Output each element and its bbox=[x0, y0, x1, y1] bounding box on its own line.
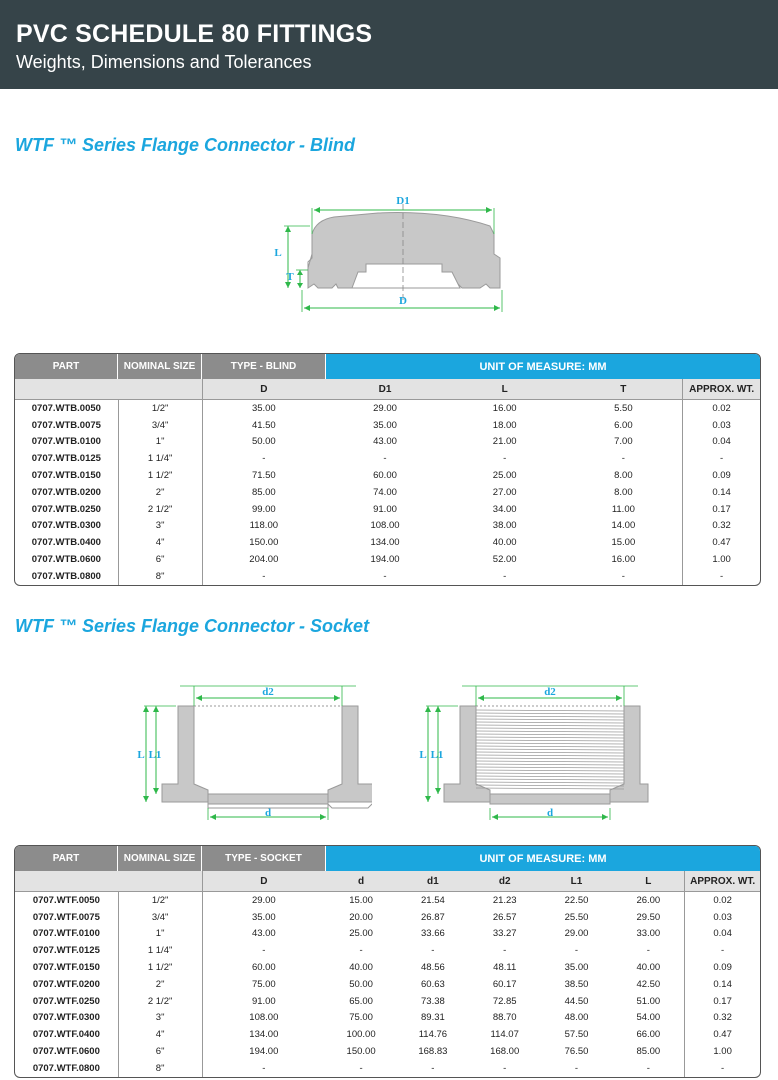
table-cell: - bbox=[503, 570, 507, 582]
table-row bbox=[15, 1043, 760, 1060]
dim-label-d: d bbox=[546, 807, 554, 819]
table-cell: 75.00 bbox=[202, 976, 326, 993]
table-cell: 40.00 bbox=[349, 962, 373, 974]
table-cell: 34.00 bbox=[492, 503, 517, 515]
table-cell: 0.09 bbox=[682, 467, 760, 484]
subheader-spacer bbox=[15, 871, 202, 891]
table-cell: 0.14 bbox=[682, 484, 760, 501]
part-number: 0707.WTF.0250 bbox=[32, 995, 100, 1007]
table-cell: 0.03 bbox=[682, 417, 760, 434]
page-subtitle: Weights, Dimensions and Tolerances bbox=[16, 52, 312, 72]
table-cell: 99.00 bbox=[202, 501, 326, 518]
table-cell: - bbox=[202, 450, 326, 467]
part-number: 0707.WTB.0600 bbox=[31, 554, 101, 566]
table-cell: 48.56 bbox=[421, 962, 445, 974]
col-head-nominal: NOMINAL SIZE bbox=[118, 846, 202, 871]
part-number: 0707.WTF.0300 bbox=[32, 1012, 100, 1024]
blind-dimensions-table bbox=[14, 353, 761, 586]
table-cell: 2 1/2" bbox=[118, 993, 202, 1010]
part-number: 0707.WTF.0150 bbox=[32, 962, 100, 974]
table-cell: - bbox=[574, 945, 579, 957]
table-cell: 8" bbox=[118, 1060, 202, 1077]
table-cell: - bbox=[202, 942, 326, 959]
table-cell: 60.17 bbox=[492, 978, 517, 990]
table-cell: 100.00 bbox=[346, 1029, 376, 1041]
col-head-unit: UNIT OF MEASURE: MM bbox=[326, 354, 760, 379]
table-cell: 15.00 bbox=[611, 537, 636, 549]
table-cell: - bbox=[359, 1062, 363, 1074]
table-cell: 71.50 bbox=[202, 467, 326, 484]
table-cell: 20.00 bbox=[349, 911, 373, 923]
table-cell: 48.11 bbox=[493, 962, 517, 974]
dim-label-l: L bbox=[274, 247, 282, 259]
table-cell: 1.00 bbox=[684, 1043, 760, 1060]
table-row bbox=[15, 1060, 760, 1077]
table-row bbox=[15, 959, 760, 976]
dim-label-l: L bbox=[419, 749, 427, 761]
table-row bbox=[15, 942, 760, 959]
dim-label-d: d bbox=[264, 807, 272, 819]
dim-label-d2: d2 bbox=[262, 686, 274, 698]
table-cell: 35.00 bbox=[373, 419, 397, 431]
table-cell: 33.27 bbox=[492, 928, 517, 940]
table-cell: 118.00 bbox=[202, 518, 326, 535]
table-cell: 29.00 bbox=[373, 402, 397, 414]
table-cell: 72.85 bbox=[492, 995, 517, 1007]
table-cell: 85.00 bbox=[202, 484, 326, 501]
table-cell: 38.50 bbox=[564, 978, 589, 990]
table-cell: 16.00 bbox=[492, 402, 517, 414]
table-cell: 194.00 bbox=[202, 1043, 326, 1060]
table-cell: 1.00 bbox=[682, 551, 760, 568]
table-cell: 91.00 bbox=[373, 503, 397, 515]
table-cell: - bbox=[383, 570, 387, 582]
part-number: 0707.WTB.0075 bbox=[31, 419, 101, 431]
table-cell: 51.00 bbox=[636, 995, 661, 1007]
table-cell: 3/4" bbox=[118, 909, 202, 926]
table-cell: 6" bbox=[118, 551, 202, 568]
table-cell: 8.00 bbox=[614, 470, 633, 482]
table-cell: 50.00 bbox=[202, 434, 326, 451]
dim-label-d: D bbox=[399, 295, 407, 307]
table-cell: - bbox=[621, 570, 625, 582]
dim-label-t: T bbox=[286, 271, 294, 283]
part-number: 0707.WTB.0300 bbox=[31, 520, 101, 532]
table-cell: - bbox=[621, 453, 625, 465]
table-cell: 3/4" bbox=[118, 417, 202, 434]
table-row bbox=[15, 434, 760, 451]
col-subhead: d bbox=[358, 875, 365, 887]
table-row bbox=[15, 467, 760, 484]
table-body bbox=[15, 892, 760, 1077]
col-subhead: APPROX. WT. bbox=[684, 871, 760, 891]
table-cell: 6.00 bbox=[614, 419, 633, 431]
table-cell: 1 1/4" bbox=[118, 942, 202, 959]
table-cell: 65.00 bbox=[349, 995, 373, 1007]
table-cell: 21.23 bbox=[492, 894, 517, 906]
table-row bbox=[15, 400, 760, 417]
table-cell: - bbox=[574, 1062, 579, 1074]
table-cell: 21.54 bbox=[421, 894, 445, 906]
col-head-unit: UNIT OF MEASURE: MM bbox=[326, 846, 760, 871]
col-head-part: PART bbox=[15, 846, 118, 871]
table-cell: 0.14 bbox=[684, 976, 760, 993]
table-cell: 1 1/2" bbox=[118, 467, 202, 484]
table-cell: 60.00 bbox=[373, 470, 397, 482]
part-number: 0707.WTB.0400 bbox=[31, 537, 101, 549]
table-cell: 1 1/4" bbox=[118, 450, 202, 467]
table-cell: 134.00 bbox=[202, 1026, 326, 1043]
table-cell: 16.00 bbox=[611, 554, 636, 566]
table-row bbox=[15, 1010, 760, 1027]
table-cell: 0.17 bbox=[684, 993, 760, 1010]
table-cell: 0.32 bbox=[684, 1010, 760, 1027]
col-subhead: D bbox=[202, 379, 326, 399]
table-row bbox=[15, 450, 760, 467]
table-cell: - bbox=[202, 568, 326, 585]
table-cell: - bbox=[503, 945, 507, 957]
table-cell: 2" bbox=[118, 484, 202, 501]
table-cell: - bbox=[682, 450, 760, 467]
col-subhead: d1 bbox=[427, 875, 439, 887]
table-cell: 134.00 bbox=[370, 537, 400, 549]
table-cell: 40.00 bbox=[636, 962, 661, 974]
col-head-type: TYPE - BLIND bbox=[202, 354, 326, 379]
table-cell: - bbox=[646, 1062, 650, 1074]
dim-label-l: L bbox=[137, 749, 145, 761]
table-cell: 76.50 bbox=[564, 1046, 589, 1058]
col-subhead: T bbox=[620, 383, 627, 395]
table-cell: - bbox=[684, 942, 760, 959]
table-row bbox=[15, 1026, 760, 1043]
table-cell: 108.00 bbox=[370, 520, 400, 532]
table-cell: - bbox=[431, 945, 435, 957]
table-cell: 14.00 bbox=[611, 520, 636, 532]
table-cell: 4" bbox=[118, 534, 202, 551]
table-cell: 73.38 bbox=[421, 995, 445, 1007]
table-cell: 25.00 bbox=[349, 928, 373, 940]
part-number: 0707.WTB.0150 bbox=[31, 470, 101, 482]
table-cell: 1 1/2" bbox=[118, 959, 202, 976]
part-number: 0707.WTF.0100 bbox=[32, 928, 100, 940]
col-head-type: TYPE - SOCKET bbox=[202, 846, 326, 871]
socket-flange-diagram bbox=[132, 676, 372, 821]
part-number: 0707.WTF.0125 bbox=[32, 945, 100, 957]
table-cell: 204.00 bbox=[202, 551, 326, 568]
table-cell: 25.50 bbox=[564, 911, 589, 923]
part-number: 0707.WTB.0800 bbox=[31, 570, 101, 582]
table-cell: - bbox=[503, 453, 507, 465]
table-row bbox=[15, 976, 760, 993]
table-cell: - bbox=[684, 1060, 760, 1077]
blind-flange-diagram bbox=[262, 190, 512, 315]
table-cell: 0.02 bbox=[684, 892, 760, 909]
table-cell: 11.00 bbox=[611, 503, 635, 515]
table-cell: 6" bbox=[118, 1043, 202, 1060]
part-number: 0707.WTB.0125 bbox=[31, 453, 101, 465]
table-cell: 29.00 bbox=[564, 928, 589, 940]
table-cell: - bbox=[503, 1062, 507, 1074]
col-head-nominal: NOMINAL SIZE bbox=[118, 354, 202, 379]
table-cell: 50.00 bbox=[349, 978, 373, 990]
table-cell: 4" bbox=[118, 1026, 202, 1043]
table-cell: 194.00 bbox=[370, 554, 400, 566]
table-cell: 26.00 bbox=[636, 894, 661, 906]
table-cell: 35.00 bbox=[564, 962, 589, 974]
table-cell: 0.04 bbox=[684, 926, 760, 943]
table-cell: 0.17 bbox=[682, 501, 760, 518]
table-row bbox=[15, 417, 760, 434]
part-number: 0707.WTB.0250 bbox=[31, 503, 101, 515]
col-subhead: d2 bbox=[498, 875, 511, 887]
section-title-blind: WTF ™ Series Flange Connector - Blind bbox=[15, 135, 356, 155]
table-cell: 42.50 bbox=[636, 978, 661, 990]
table-cell: 54.00 bbox=[636, 1012, 661, 1024]
col-subhead: APPROX. WT. bbox=[682, 379, 760, 399]
socket-dimensions-table bbox=[14, 845, 761, 1078]
table-cell: 108.00 bbox=[202, 1010, 326, 1027]
table-cell: 41.50 bbox=[202, 417, 326, 434]
table-cell: 114.76 bbox=[418, 1029, 448, 1041]
table-cell: - bbox=[383, 453, 387, 465]
col-subhead: L bbox=[645, 875, 652, 887]
table-cell: 1" bbox=[118, 926, 202, 943]
table-cell: 26.57 bbox=[492, 911, 517, 923]
table-cell: 168.83 bbox=[418, 1046, 448, 1058]
table-cell: 0.32 bbox=[682, 518, 760, 535]
dim-label-l1: L1 bbox=[430, 749, 444, 761]
table-cell: 0.09 bbox=[684, 959, 760, 976]
table-cell: 5.50 bbox=[614, 402, 633, 414]
table-cell: 18.00 bbox=[492, 419, 517, 431]
table-cell: 22.50 bbox=[564, 894, 589, 906]
part-number: 0707.WTF.0075 bbox=[32, 911, 100, 923]
part-number: 0707.WTF.0200 bbox=[32, 978, 100, 990]
table-cell: 0.02 bbox=[682, 400, 760, 417]
table-cell: 8.00 bbox=[614, 486, 633, 498]
table-cell: 0.47 bbox=[682, 534, 760, 551]
table-cell: 27.00 bbox=[492, 486, 517, 498]
table-cell: 0.03 bbox=[684, 909, 760, 926]
table-cell: 2 1/2" bbox=[118, 501, 202, 518]
col-head-part: PART bbox=[15, 354, 118, 379]
part-number: 0707.WTF.0050 bbox=[32, 894, 100, 906]
table-row bbox=[15, 551, 760, 568]
table-cell: 1/2" bbox=[118, 892, 202, 909]
col-subhead: D bbox=[202, 871, 326, 891]
table-cell: 114.07 bbox=[490, 1029, 519, 1041]
table-subheader bbox=[15, 379, 760, 400]
table-cell: 1" bbox=[118, 434, 202, 451]
subheader-spacer bbox=[15, 379, 202, 399]
dim-label-l1: L1 bbox=[148, 749, 162, 761]
table-cell: 48.00 bbox=[564, 1012, 589, 1024]
part-number: 0707.WTB.0100 bbox=[31, 436, 101, 448]
col-subhead: L1 bbox=[570, 875, 583, 887]
table-cell: 88.70 bbox=[492, 1012, 517, 1024]
table-cell: 2" bbox=[118, 976, 202, 993]
table-cell: 52.00 bbox=[492, 554, 517, 566]
table-cell: 150.00 bbox=[346, 1046, 376, 1058]
table-cell: 89.31 bbox=[421, 1012, 445, 1024]
table-cell: 8" bbox=[118, 568, 202, 585]
table-cell: 150.00 bbox=[202, 534, 326, 551]
part-number: 0707.WTB.0200 bbox=[31, 486, 101, 498]
table-cell: 74.00 bbox=[373, 486, 397, 498]
table-cell: 38.00 bbox=[492, 520, 517, 532]
table-cell: 43.00 bbox=[373, 436, 397, 448]
table-cell: 33.66 bbox=[421, 928, 445, 940]
table-cell: 75.00 bbox=[349, 1012, 373, 1024]
part-number: 0707.WTB.0050 bbox=[31, 402, 101, 414]
table-cell: - bbox=[202, 1060, 326, 1077]
dim-label-d2: d2 bbox=[544, 686, 556, 698]
table-row bbox=[15, 909, 760, 926]
part-number: 0707.WTF.0800 bbox=[32, 1062, 100, 1074]
table-cell: 29.50 bbox=[636, 911, 661, 923]
part-number: 0707.WTF.0400 bbox=[32, 1029, 100, 1041]
page-title: PVC SCHEDULE 80 FITTINGS bbox=[16, 20, 373, 48]
part-number: 0707.WTF.0600 bbox=[32, 1046, 100, 1058]
table-row bbox=[15, 534, 760, 551]
col-subhead: L bbox=[501, 383, 508, 395]
threaded-socket-flange-diagram bbox=[410, 676, 650, 821]
table-cell: 25.00 bbox=[492, 470, 517, 482]
table-cell: 85.00 bbox=[636, 1046, 661, 1058]
table-cell: 26.87 bbox=[421, 911, 445, 923]
table-cell: - bbox=[682, 568, 760, 585]
table-cell: 40.00 bbox=[492, 537, 517, 549]
table-row bbox=[15, 568, 760, 585]
table-cell: - bbox=[646, 945, 650, 957]
table-cell: 35.00 bbox=[202, 909, 326, 926]
table-row bbox=[15, 892, 760, 909]
table-cell: 168.00 bbox=[490, 1046, 520, 1058]
dim-label-d1: D1 bbox=[396, 195, 410, 207]
col-subhead: D1 bbox=[378, 383, 392, 395]
table-cell: 1/2" bbox=[118, 400, 202, 417]
table-cell: 44.50 bbox=[564, 995, 589, 1007]
page-header bbox=[0, 0, 778, 89]
table-row bbox=[15, 501, 760, 518]
table-subheader bbox=[15, 871, 760, 892]
table-row bbox=[15, 518, 760, 535]
table-cell: 33.00 bbox=[636, 928, 661, 940]
table-cell: 91.00 bbox=[202, 993, 326, 1010]
table-cell: 3" bbox=[118, 1010, 202, 1027]
table-cell: 3" bbox=[118, 518, 202, 535]
table-cell: 7.00 bbox=[614, 436, 633, 448]
table-cell: - bbox=[431, 1062, 435, 1074]
table-cell: 60.00 bbox=[202, 959, 326, 976]
table-cell: 35.00 bbox=[202, 400, 326, 417]
section-title-socket: WTF ™ Series Flange Connector - Socket bbox=[15, 616, 370, 636]
table-cell: 21.00 bbox=[492, 436, 517, 448]
table-body bbox=[15, 400, 760, 585]
table-cell: 0.47 bbox=[684, 1026, 760, 1043]
table-row bbox=[15, 926, 760, 943]
table-cell: 29.00 bbox=[202, 892, 326, 909]
table-cell: 43.00 bbox=[202, 926, 326, 943]
table-row bbox=[15, 484, 760, 501]
table-cell: 15.00 bbox=[349, 894, 373, 906]
table-cell: 57.50 bbox=[564, 1029, 589, 1041]
table-cell: 0.04 bbox=[682, 434, 760, 451]
table-cell: 66.00 bbox=[636, 1029, 661, 1041]
table-cell: 60.63 bbox=[421, 978, 445, 990]
table-row bbox=[15, 993, 760, 1010]
table-cell: - bbox=[359, 945, 363, 957]
